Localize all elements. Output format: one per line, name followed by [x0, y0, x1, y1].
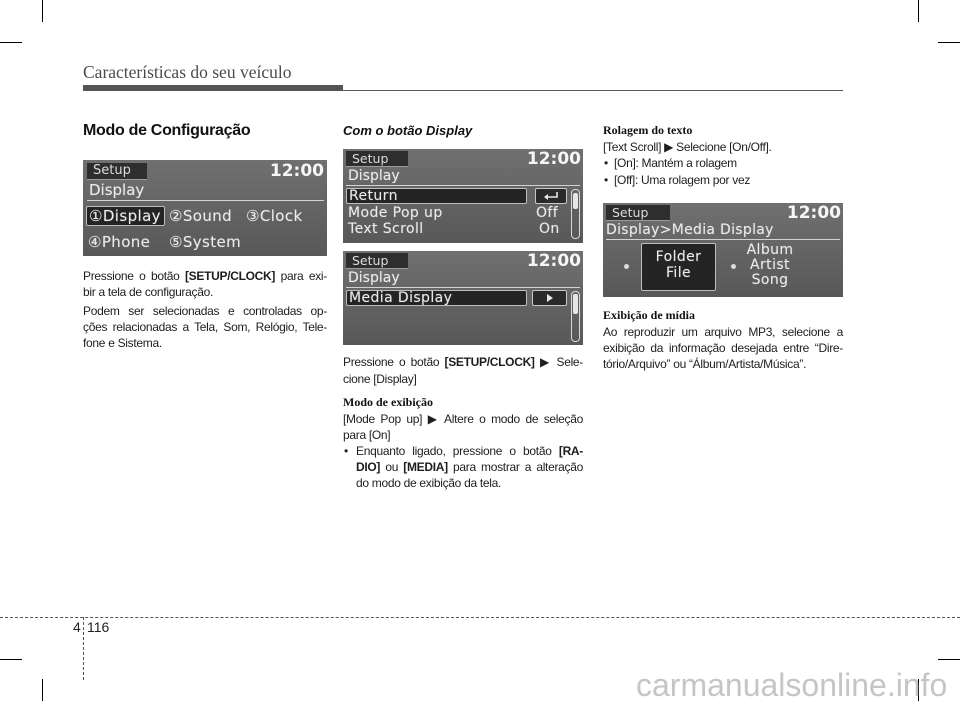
watermark: carmanualsonline.info — [636, 667, 948, 703]
section-heading: Modo de Configuração — [83, 122, 251, 139]
page-number: 116 — [87, 619, 110, 635]
screen-row-label: Mode Pop up — [348, 205, 443, 221]
screen-option-line: File — [665, 265, 692, 281]
screen-title: Display>Media Display — [606, 222, 774, 238]
crop-mark-top-left-v — [42, 0, 43, 22]
crop-mark-bottom-left-v — [42, 679, 43, 701]
screen-divider — [606, 239, 840, 240]
bullet-line — [356, 459, 583, 475]
screen-clock: 12:00 — [786, 203, 841, 223]
text-segment: para mostrar a alteração — [447, 460, 583, 474]
crop-mark-top-right-v — [918, 0, 919, 22]
paragraph-line — [83, 268, 327, 284]
paragraph-line: [Text Scroll] ▶ Selecione [On/Off]. — [603, 140, 772, 154]
paragraph-line — [343, 427, 583, 443]
bullet-line: [On]: Mantém a rolagem — [614, 156, 737, 170]
text-segment: Enquanto ligado, pressione o botão — [356, 444, 559, 458]
return-arrow-icon — [543, 191, 559, 201]
screen-option-line: Folder — [655, 249, 702, 265]
crop-mark-bottom-left-h — [0, 659, 22, 660]
text-segment: bir a tela de configuração. — [83, 285, 213, 299]
chapter-number: 4 — [73, 619, 81, 635]
screen-option-line: Artist — [750, 257, 790, 273]
subsection-heading: Rolagem do texto — [603, 123, 693, 137]
bullet-line: [Off]: Uma rolagem por vez — [614, 173, 751, 187]
screen-row-label: Text Scroll — [348, 221, 424, 237]
button-reference: [MEDIA] — [403, 460, 448, 474]
paragraph-line: exibição da informação desejada entre “Dire- — [603, 341, 843, 355]
screen-setup-label: Setup — [346, 253, 408, 269]
paragraph-line — [83, 319, 327, 335]
text-segment: [Mode Pop up] ▶ Altere o modo de seleção — [343, 412, 583, 426]
paragraph-line: Ao reproduzir um arquivo MP3, selecione a — [603, 325, 843, 339]
screen-scrollbar-thumb — [573, 193, 578, 209]
paragraph-line — [83, 303, 327, 319]
screen-scrollbar-thumb — [573, 294, 578, 314]
footer-dashed-divider — [83, 617, 84, 680]
option-indicator-dot — [731, 264, 736, 269]
screen-option-line: Album — [746, 242, 794, 258]
header-rule — [343, 90, 843, 91]
subsection-heading: Modo de exibição — [343, 395, 433, 409]
screen-title: Display — [89, 181, 145, 199]
paragraph-line: tório/Arquivo” ou “Álbum/Artista/Música”. — [603, 357, 807, 371]
crop-mark-bottom-right-h — [938, 659, 960, 660]
screen-clock: 12:00 — [269, 161, 324, 181]
text-segment: Pressione o botão — [343, 355, 445, 369]
text-segment: do modo de exibição da tela. — [356, 476, 502, 490]
screen-clock: 12:00 — [526, 251, 581, 271]
screen-clock: 12:00 — [526, 149, 581, 169]
screen-menu-item: ⑤System — [169, 233, 242, 251]
screen-row-value: Off — [536, 205, 559, 221]
button-reference: [RA- — [558, 444, 583, 458]
media-display-options-screen — [603, 203, 843, 297]
screen-divider — [87, 200, 324, 201]
text-segment: cione [Display] — [343, 372, 417, 386]
text-segment: para [On] — [343, 428, 391, 442]
button-reference: DIO] — [356, 460, 381, 474]
screen-divider — [346, 287, 580, 288]
paragraph-line — [83, 284, 327, 300]
arrow-right-icon — [546, 294, 554, 302]
chapter-title: Características do seu veículo — [83, 62, 292, 82]
option-indicator-dot — [624, 264, 629, 269]
screen-menu-item: ①Display — [89, 207, 161, 225]
display-settings-screen — [343, 149, 583, 243]
media-display-menu-screen — [343, 251, 583, 345]
text-segment: fone e Sistema. — [83, 336, 162, 350]
paragraph-line — [83, 335, 327, 351]
crop-mark-top-right-h — [938, 42, 960, 43]
arrow-right-box — [532, 290, 567, 306]
crop-mark-top-left-h — [0, 42, 22, 43]
header-bar — [83, 85, 343, 91]
text-segment: Podem ser selecionadas e controladas op- — [83, 304, 327, 318]
return-arrow-box — [535, 188, 567, 204]
screen-title: Display — [348, 270, 400, 286]
screen-divider — [346, 185, 580, 186]
screen-menu-item: ④Phone — [88, 233, 151, 251]
button-reference: [SETUP/CLOCK] — [184, 269, 276, 283]
screen-row-label: Media Display — [349, 290, 453, 306]
screen-setup-label: Setup — [346, 151, 408, 167]
bullet-line — [356, 475, 583, 491]
bullet-marker: • — [604, 156, 609, 170]
paragraph-line — [343, 411, 583, 427]
text-segment: ou — [380, 460, 404, 474]
screen-setup-label: Setup — [87, 163, 147, 180]
text-segment: ▶ Sele- — [534, 355, 584, 369]
footer-dashed-rule — [0, 617, 960, 618]
screen-option-line: Song — [751, 272, 789, 288]
subsection-heading: Com o botão Display — [343, 123, 473, 138]
text-segment: ções relacionadas a Tela, Som, Relógio, Tele- — [83, 320, 327, 334]
setup-screen — [83, 160, 327, 256]
paragraph-line — [343, 354, 583, 370]
subsection-heading: Exibição de mídia — [603, 308, 696, 322]
screen-row-label: Return — [349, 188, 398, 204]
bullet-marker: • — [344, 444, 349, 458]
button-reference: [SETUP/CLOCK] — [444, 355, 535, 369]
screen-title: Display — [348, 168, 400, 184]
bullet-line — [356, 443, 583, 459]
bullet-marker: • — [604, 173, 609, 187]
screen-row-value: On — [539, 221, 560, 237]
screen-menu-item: ③Clock — [246, 207, 303, 225]
screen-setup-label: Setup — [606, 205, 670, 221]
text-segment: para exi- — [275, 269, 327, 283]
screen-menu-item: ②Sound — [169, 207, 233, 225]
text-segment: Pressione o botão — [83, 269, 185, 283]
paragraph-line — [343, 371, 583, 387]
